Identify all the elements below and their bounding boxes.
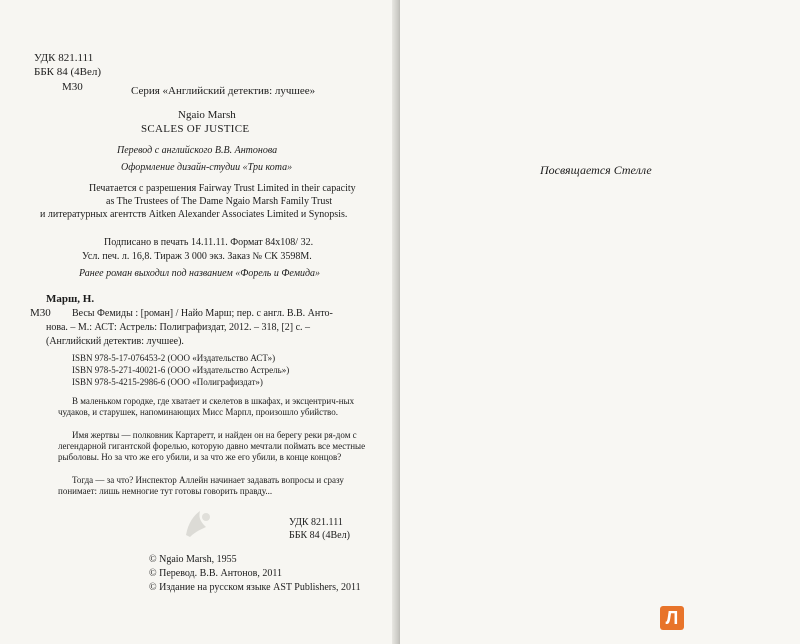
bbk-top: ББК 84 (4Вел) bbox=[34, 66, 102, 78]
copyright-2: © Перевод. В.В. Антонов, 2011 bbox=[149, 568, 283, 579]
title-en: SCALES OF JUSTICE bbox=[141, 123, 250, 135]
annotation-paragraph-1: В маленьком городке, где хватает и скелетов в шкафах, и эксцентрич-ных чудаков, и старушек, напоминающих Мисс Марпл, произошло убийство. bbox=[58, 396, 355, 417]
copyright-3: © Издание на русском языке AST Publishers, 2011 bbox=[149, 582, 361, 593]
author-mark-top: М30 bbox=[62, 81, 83, 93]
annotation-paragraph-2: Имя жертвы — полковник Картаретт, и найден он на берегу реки ря-дом с легендарной гигантской форелью, которую давно мечтали поймать все местные рыболовы. Но за что же его убили, и за что же его убили, в конце концов? bbox=[58, 430, 366, 462]
permission-line-1: Печатается с разрешения Fairway Trust Limited in their capacity bbox=[89, 183, 356, 194]
print-specs: Усл. печ. л. 16,8. Тираж 3 000 экз. Заказ № СК 3598М. bbox=[82, 251, 312, 262]
translation-credit: Перевод с английского В.В. Антонова bbox=[117, 145, 278, 156]
catalog-line-3: (Английский детектив: лучшее). bbox=[46, 336, 184, 347]
annotation-paragraph-3: Тогда — за что? Инспектор Аллейн начинает задавать вопросы и сразу понимает: лишь немногие тут готовы говорить правду... bbox=[58, 475, 344, 496]
catalog-line-2: нова. – М.: АСТ: Астрель: Полиграфиздат, 2012. – 318, [2] с. – bbox=[46, 322, 311, 333]
left-page bbox=[0, 0, 398, 644]
watermark-logo-icon: Л bbox=[660, 606, 684, 630]
design-credit: Оформление дизайн-студии «Три кота» bbox=[121, 162, 293, 173]
isbn-2: ISBN 978-5-271-40021-6 (ООО «Издательство Астрель») bbox=[72, 365, 290, 375]
isbn-1: ISBN 978-5-17-076453-2 (ООО «Издательство АСТ») bbox=[72, 353, 276, 363]
author-en: Ngaio Marsh bbox=[178, 109, 236, 121]
catalog-mark: М30 bbox=[30, 307, 51, 319]
dedication: Посвящается Стелле bbox=[540, 163, 652, 177]
udk-top: УДК 821.111 bbox=[34, 52, 94, 64]
previous-title: Ранее роман выходил под названием «Форель и Фемида» bbox=[79, 268, 321, 279]
permission-line-3: и литературных агентств Aitken Alexander Associates Limited и Synopsis. bbox=[40, 209, 348, 220]
right-page bbox=[400, 0, 800, 644]
signed-print: Подписано в печать 14.11.11. Формат 84x108/ 32. bbox=[104, 237, 314, 248]
copyright-1: © Ngaio Marsh, 1955 bbox=[149, 554, 237, 565]
catalog-author: Марш, Н. bbox=[46, 293, 95, 305]
isbn-3: ISBN 978-5-4215-2986-6 (ООО «Полиграфиздат») bbox=[72, 377, 263, 387]
udk-bottom: УДК 821.111 bbox=[289, 517, 343, 528]
series-line: Серия «Английский детектив: лучшее» bbox=[131, 85, 316, 97]
publisher-emblem-icon bbox=[176, 505, 216, 541]
catalog-line-1: Весы Фемиды : [роман] / Найо Марш; пер. с англ. В.В. Анто- bbox=[72, 308, 333, 319]
permission-line-2: as The Trustees of The Dame Ngaio Marsh Family Trust bbox=[106, 196, 333, 207]
bbk-bottom: ББК 84 (4Вел) bbox=[289, 530, 350, 541]
